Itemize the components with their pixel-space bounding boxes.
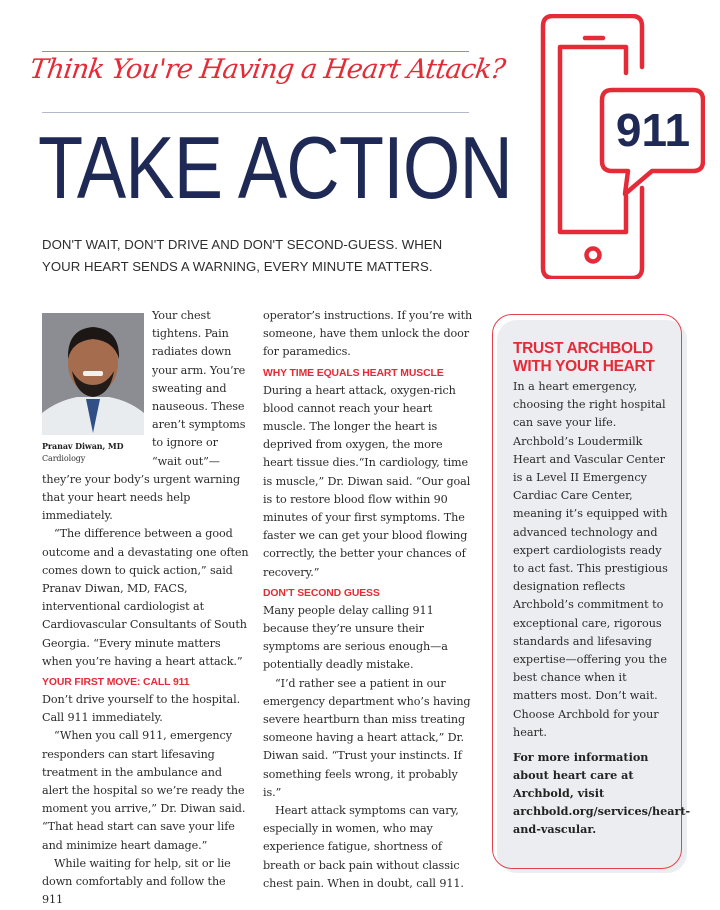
caption-role: Cardiology	[42, 453, 86, 463]
sidebar-heading: TRUST ARCHBOLD WITH YOUR HEART	[513, 340, 655, 375]
sidebar-more-info-link[interactable]: For more information about heart care at Archbold, visit archbold.org/services/heart-and-vascular.	[513, 750, 691, 837]
dek: DON'T WAIT, DON'T DRIVE AND DON'T SECOND-GUESS. WHEN YOUR HEART SENDS A WARNING, EVERY MINUTE MATTERS.	[42, 237, 443, 274]
article-column-2	[263, 307, 475, 893]
kicker-rule	[42, 112, 469, 113]
time-muscle-paragraph: During a heart attack, oxygen-rich blood cannot reach your heart muscle. The longer the heart is deprived from oxygen, the more heart tissue dies.“In cardiology, time is muscle,” Dr. Diwan said. “Our goal is to restore blood flow within 90 minutes of your first symptoms. The faster we can get your blood flowing correctly, the better your chances of recovery.”	[263, 383, 471, 579]
sidebar-body: In a heart emergency, choosing the right hospital can save your life. Archbold’s Loudermilk Heart and Vascular Center is a Level II Emergency Cardiac Care Center, meaning it’s equipped with advanced technology and expert cardiologists ready to act fast. This prestigious designation reflects Archbold’s commitment to exceptional care, rigorous standards and lifesaving expertise—offering you the best chance when it matters most. Don’t wait. Choose Archbold for your heart.	[513, 380, 668, 739]
quote-paragraph: “The difference between a good outcome and a devastating one often comes down to quick action,” said Pranav Diwan, MD, FACS, interventional cardiologist at Cardiovascular Consultants of South Georgia. “Every minute matters when you’re having a heart attack.”	[42, 527, 249, 668]
first-move-paragraph-3a: While waiting for help, sit or lie down comfortably and follow the 911	[42, 856, 231, 907]
first-move-paragraph-3b: operator’s instructions. If you’re with someone, have them unlock the door for paramedics.	[263, 309, 473, 359]
kicker-title: Think You're Having a Heart Attack?	[27, 54, 507, 85]
phone-911-icon	[505, 14, 705, 283]
photo-caption	[42, 441, 152, 464]
top-rule	[42, 51, 469, 52]
second-guess-paragraph-2: “I’d rather see a patient in our emergency department who’s having severe heartburn than miss treating someone having a heart attack,” Dr. Diwan said. “Trust your instincts. If something feels wrong, it probably is.”	[263, 676, 471, 799]
second-guess-paragraph-3: Heart attack symptoms can vary, especially in women, who may experience fatigue, shortness of breath or back pain without classic chest pain. When in doubt, call 911.	[263, 804, 464, 890]
subhead-second-guess: DON'T SECOND GUESS	[263, 587, 380, 599]
doctor-photo	[42, 313, 144, 435]
first-move-paragraph-2: “When you call 911, emergency responders can start lifesaving treatment in the ambulance and alert the hospital so we’re ready the moment you arrive,” Dr. Diwan said. “That head start can save your life and minimize heart damage.”	[42, 729, 246, 852]
caption-name: Pranav Diwan, MD	[42, 441, 124, 451]
second-guess-paragraph-1: Many people delay calling 911 because they’re unsure their symptoms are serious enough—a potentially deadly mistake.	[263, 603, 448, 672]
page-title: TAKE ACTION	[38, 118, 513, 217]
article-column-1	[42, 307, 249, 910]
first-move-paragraph-1: Don’t drive yourself to the hospital. Call 911 immediately.	[42, 693, 241, 725]
subhead-first-move: YOUR FIRST MOVE: CALL 911	[42, 677, 190, 689]
intro-paragraph: Your chest tightens. Pain radiates down your arm. You’re sweating and nauseous. These aren’t symptoms to ignore or “wait out”—they’re your body’s urgent warning that your heart needs help immediately.	[42, 309, 246, 523]
bubble-911-text: 911	[615, 104, 691, 156]
sidebar-content	[513, 340, 691, 838]
subhead-time-muscle: WHY TIME EQUALS HEART MUSCLE	[263, 367, 444, 379]
